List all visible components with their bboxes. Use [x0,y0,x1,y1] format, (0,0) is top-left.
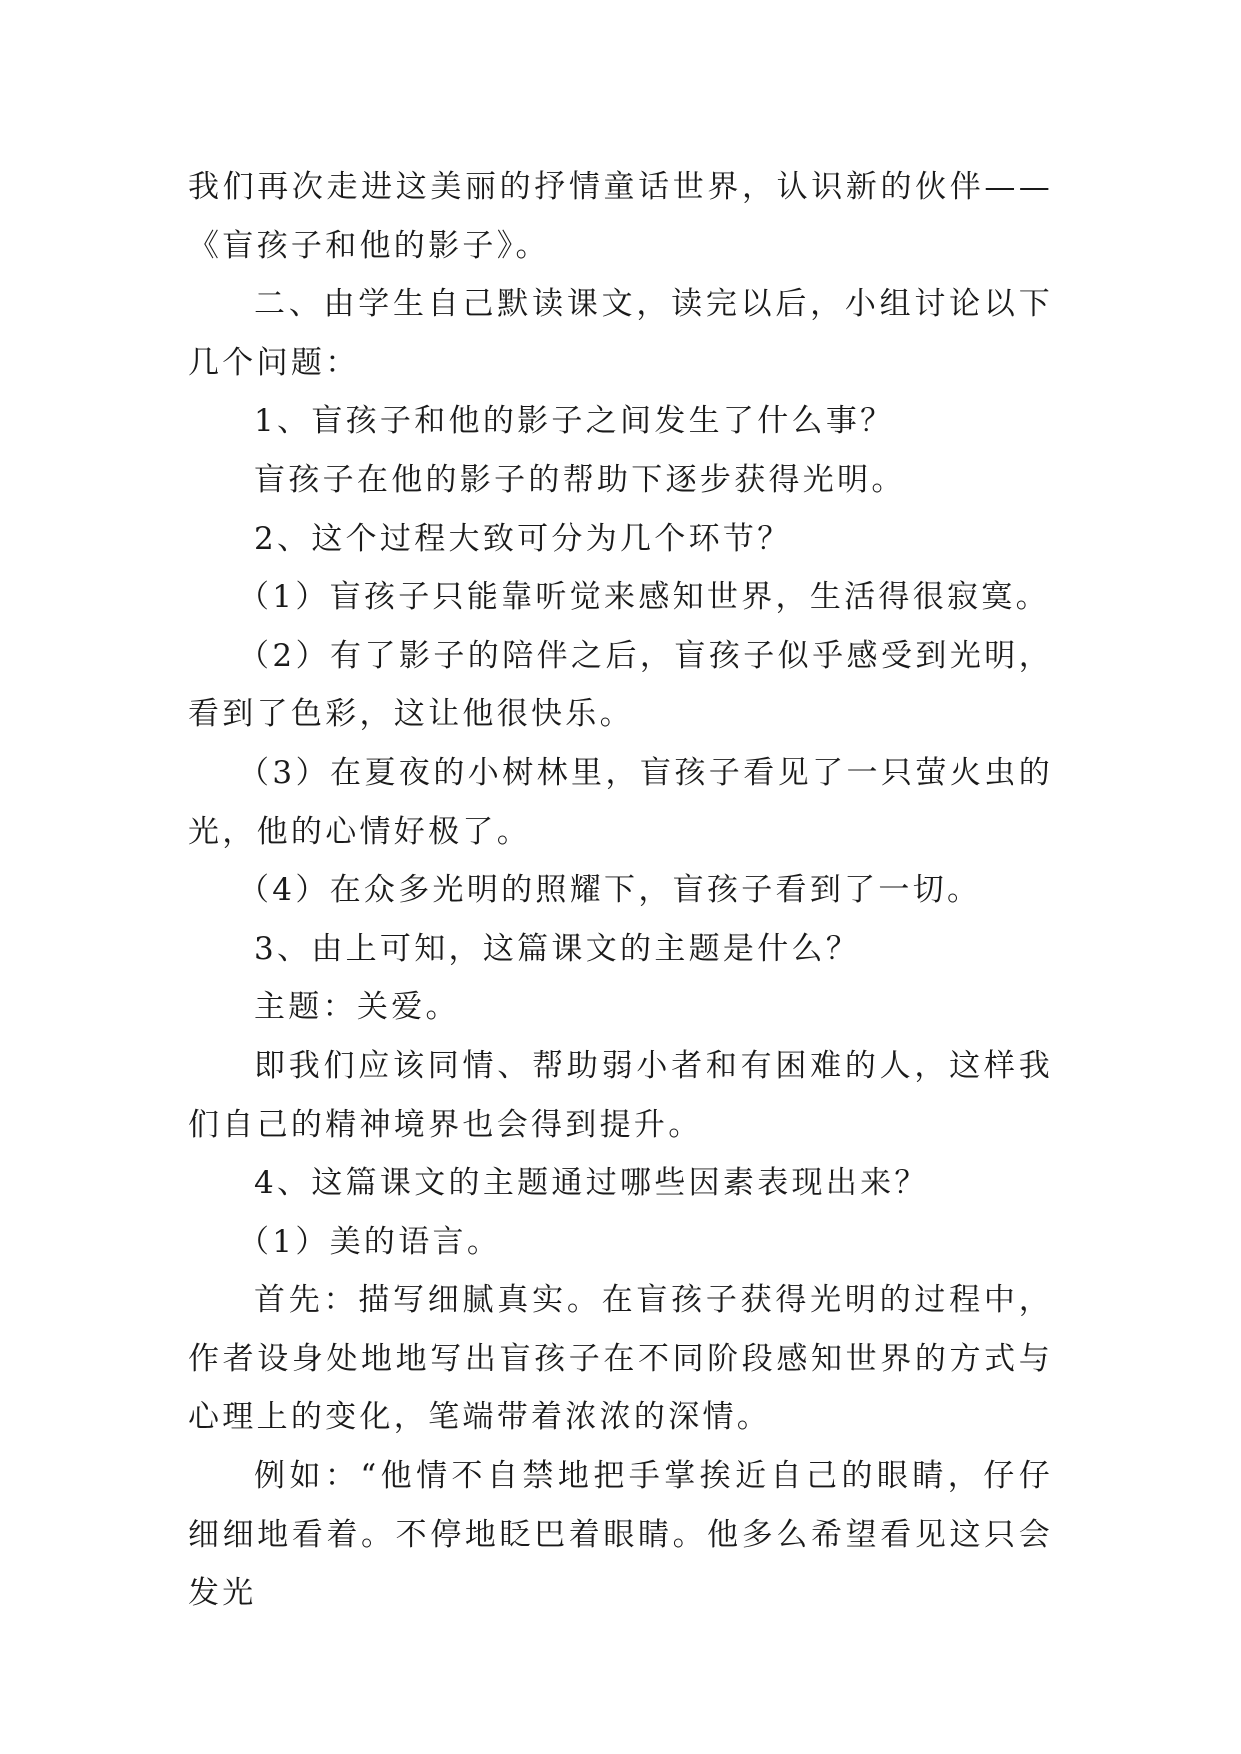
question-3: 3、由上可知，这篇课文的主题是什么？ [254,930,861,967]
document-body [188,158,1053,1623]
paragraph: 首先：描写细腻真实。在盲孩子获得光明的过程中，作者设身处地地写出盲孩子在不同阶段感知世界的方式与心理上的变化，笔端带着浓浓的深情。 [188,1282,1053,1436]
paragraph: 即我们应该同情、帮助弱小者和有困难的人，这样我们自己的精神境界也会得到提升。 [188,1047,1053,1143]
list-item: （2）有了影子的陪伴之后，盲孩子似乎感受到光明，看到了色彩，这让他很快乐。 [188,637,1053,733]
list-item: （1）美的语言。 [238,1223,502,1260]
list-item: （3）在夏夜的小树林里，盲孩子看见了一只萤火虫的光，他的心情好极了。 [188,754,1053,850]
list-item: （4）在众多光明的照耀下，盲孩子看到了一切。 [238,872,982,909]
question-4: 4、这篇课文的主题通过哪些因素表现出来？ [254,1165,929,1202]
paragraph: 例如：“他情不自禁地把手掌挨近自己的眼睛，仔仔细细地看着。不停地眨巴着眼睛。他多么希望看见这只会发光 [188,1458,1053,1612]
answer-1: 盲孩子在他的影子的帮助下逐步获得光明。 [254,461,906,498]
answer-3: 主题：关爱。 [254,989,460,1026]
question-2: 2、这个过程大致可分为几个环节？ [254,520,792,557]
paragraph: 我们再次走进这美丽的抒情童话世界，认识新的伙伴——《盲孩子和他的影子》。 [188,169,1053,264]
question-1: 1、盲孩子和他的影子之间发生了什么事？ [254,403,895,440]
list-item: （1）盲孩子只能靠听觉来感知世界，生活得很寂寞。 [238,579,1050,616]
paragraph: 二、由学生自己默读课文，读完以后，小组讨论以下几个问题： [188,286,1053,381]
